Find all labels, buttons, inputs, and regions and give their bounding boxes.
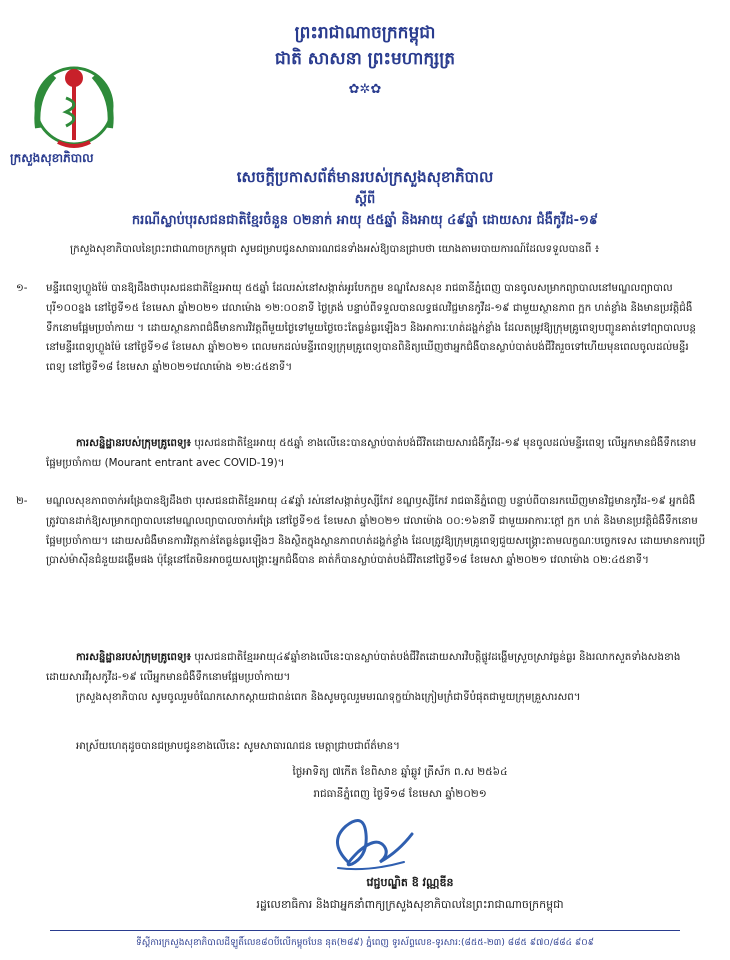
footer-divider xyxy=(50,930,680,931)
case-description: មន្ទីរពេទ្យហ្លួងម៉ែ បានឱ្យដឹងថាបុរសជនជាតិខ្មែរអាយុ ៥៥ឆ្នាំ ដែលរស់នៅសង្កាត់អូរបែកក្អម ខណ្ឌសែនសុខ រាជធានីភ្នំពេញ បានចូលសម្រាកព្យាបាលនៅមណ្ឌលព្យាបាលបុរី១០០ខ្នង នៅថ្ងៃទី១៥ ខែមេសា ឆ្នាំ២០២១ វេលាម៉ោង ១២:០០នាទី ថ្ងៃត្រង់ បន្ទាប់ពីទទួលបានលទ្ធផលវិជ្ជមានកូវីដ-១៩ ជាមួយស្ថានភាព ក្អក ហត់ខ្លាំង និងមានប្រវត្តិជំងឺទឹកនោមផ្អែមប្រចាំកាយ ។ ដោយស្ថានភាពជំងឺមានការវិវត្តពីមួយថ្ងៃទៅមួយថ្ងៃចេះតែធ្ងន់ធ្ងរឡើងៗ និងអាការៈហត់ដង្ហក់ខ្លាំង ដែលតម្រូវឱ្យក្រុមគ្រូពេទ្យបញ្ជូនគាត់ទៅព្យាបាលបន្តនៅមន្ទីរពេទ្យហ្លួងម៉ែ នៅថ្ងៃទី១៨ ខែមេសា ឆ្នាំ២០២១ ពេលមកដល់មន្ទីរពេទ្យក្រុមគ្រូពេទ្យបានពិនិត្យឃើញថាអ្នកជំងឺបានស្លាប់បាត់បង់ជីវិតរួចទៅហើយមុនពេលចូលដល់មន្ទីរពេទ្យ នៅថ្ងៃទី១៨ ខែមេសា ឆ្នាំ២០២១វេលាម៉ោង ១២:៤៥នាទី។ xyxy=(46,282,696,374)
signer-position: រដ្ឋលេខាធិការ និងជាអ្នកនាំពាក្យក្រសួងសុខាភិបាលនៃព្រះរាជាណាចក្រកម្ពុជា xyxy=(256,898,564,911)
solar-date: រាជធានីភ្នំពេញ ថ្ងៃទី១៨ ខែមេសា ឆ្នាំ២០២១ xyxy=(313,788,487,800)
national-motto: ជាតិ សាសនា ព្រះមហាក្សត្រ xyxy=(274,49,456,69)
case-finding xyxy=(46,648,710,688)
finding-text: បុរសជនជាតិខ្មែរអាយុ៤៩ឆ្នាំខាងលើនេះបានស្លាប់បាត់បង់ជីវិតដោយសារវិបត្តិផ្លូវដង្ហើមស្រួចស្រាវធ្ងន់ធ្ងរ និងរលាកសួតទាំងសងខាងដោយសារវីរុសកូវីដ-១៩ លើអ្នកមានជំងឺទឹកនោមផ្អែមប្រចាំកាយ។ xyxy=(46,651,681,683)
signature-image xyxy=(318,812,418,874)
closing-paragraph: អាស្រ័យហេតុដូចបានជម្រាបជូនខាងលើនេះ សូមសាធារណជន មេត្តាជ្រាបជាព័ត៌មាន។ xyxy=(76,740,400,752)
footer-address: ទីស្តីការក្រសួងសុខាភិបាលដីឡូតិ៍លេខ៨០បីលើកម្ពុចបែន នុត(២៨៩) ភ្នំពេញ ទូរស័ព្ទលេខ-ទូរសារ:(៨៥៥-២៣) ៨៨៥ ៩៧០/៨៨៤ ៩០៩ xyxy=(136,938,594,948)
ministry-emblem-icon xyxy=(14,58,134,154)
document-subject: ករណីស្លាប់បុរសជនជាតិខ្មែរចំនួន ០២នាក់ អាយុ ៥៥ឆ្នាំ និងអាយុ ៤៩ឆ្នាំ ដោយសារ ជំងឺកូវីដ-១៩ xyxy=(131,213,599,228)
finding-text: បុរសជនជាតិខ្មែរអាយុ ៥៥ឆ្នាំ ខាងលើនេះបានស្លាប់បាត់បង់ជីវិតដោយសារជំងឺកូវីដ-១៩ មុនចូលដល់មន្ទីរពេទ្យ លើអ្នកមានជំងឺទឹកនោមផ្អែមប្រចាំកាយ (Mourant entrant avec COVID-19)។ xyxy=(46,437,697,469)
case-description: មណ្ឌលសុខភាពចាក់អង្រែបានឱ្យដឹងថា បុរសជនជាតិខ្មែរអាយុ ៤៩ឆ្នាំ រស់នៅសង្កាត់ឫស្សីកែវ ខណ្ឌឫស្សីកែវ រាជធានីភ្នំពេញ បន្ទាប់ពីបានរកឃើញមានវិជ្ជមានកូវីដ-១៩ អ្នកជំងឺត្រូវបានដាក់ឱ្យសម្រាកព្យាបាលនៅមណ្ឌលព្យាបាលចាក់អង្រែ នៅថ្ងៃទី១៥ ខែមេសា ឆ្នាំ២០២១ វេលាម៉ោង ០០:១៦នាទី ជាមួយអាការៈក្តៅ ក្អក ហត់ និងមានប្រវត្តិជំងឺទឹកនោមផ្អែមប្រចាំកាយ។ ដោយសជំងឺមានការវិវត្តកាន់តែធ្ងន់ធ្ងរឡើងៗ និងស្ថិតក្នុងស្ថានភាពហត់ដង្ហក់ខ្លាំង ដែលត្រូវឱ្យក្រុមគ្រូពេទ្យជួយសង្គ្រោះតាមលក្ខណៈបច្ចេកទេស ដោយមានការប្រើប្រាស់ម៉ាស៊ីនជំនួយដង្ហើមផង ប៉ុន្តែនៅតែមិនអាចជួយសង្គ្រោះអ្នកជំងឺបាន គាត់ក៏បានស្លាប់បាត់បង់ជីវិតនៅថ្ងៃទី១៨ ខែមេសា ឆ្នាំ២០២១ វេលាម៉ោង ០២:៤៥នាទី។ xyxy=(46,495,706,567)
condolence-paragraph: ក្រសួងសុខាភិបាល សូមចូលរួមចំណែកសោកស្តាយជាពន់ពេក និងសូមចូលរួមមរណទុក្ខយ៉ាងក្រៀមក្រំជាទីបំផុតជាមួយក្រុមគ្រួសារសព។ xyxy=(76,691,581,703)
case-finding xyxy=(46,434,710,474)
kingdom-heading: ព្រះរាជាណាចក្រកម្ពុជា xyxy=(294,23,436,43)
document-title: សេចក្តីប្រកាសព័ត៌មានរបស់ក្រសួងសុខាភិបាល xyxy=(236,168,494,186)
ornament-divider: ✿✲✿ xyxy=(348,82,382,97)
case-number: ២- xyxy=(16,495,28,507)
intro-paragraph: ក្រសួងសុខាភិបាលនៃព្រះរាជាណាចក្រកម្ពុជា សូមជម្រាបជូនសាធារណជនទាំងអស់ឱ្យបានជ្រាបថា យោងតាមរបាយការណ៍ដែលទទួលបានពី ៖ xyxy=(70,243,600,255)
case-number: ១- xyxy=(16,282,28,294)
document-subtitle: ស្តីពី xyxy=(354,192,376,207)
finding-label: ការសន្និដ្ឋានរបស់ក្រុមគ្រូពេទ្យ៖ xyxy=(76,651,192,663)
signer-name: វេជ្ជបណ្ឌិត ឱ វណ្ណឌីន xyxy=(366,876,454,889)
finding-label: ការសន្និដ្ឋានរបស់ក្រុមគ្រូពេទ្យ៖ xyxy=(76,437,192,449)
ministry-label: ក្រសួងសុខាភិបាល xyxy=(10,151,94,165)
lunar-date: ថ្ងៃអាទិត្យ ៧កើត ខែពិសាខ ឆ្នាំឆ្លូវ ត្រីស័ក ព.ស ២៥៦៤ xyxy=(292,766,508,778)
